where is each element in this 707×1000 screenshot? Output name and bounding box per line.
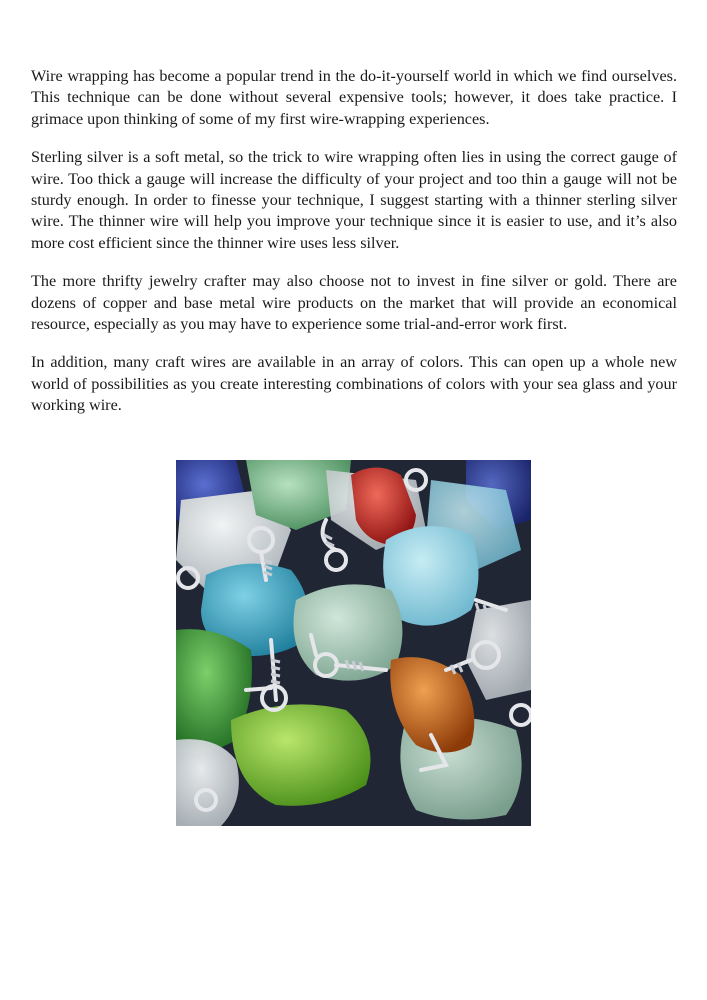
paragraph-thrifty-crafter: The more thrifty jewelry crafter may also choose not to invest in fine silver or gold. There are dozens of copper and base metal wire products on the market that will provide an economical resource, especially as you may have to experience some trial-and-error work first.	[31, 272, 677, 334]
paragraph-intro: Wire wrapping has become a popular trend in the do-it-yourself world in which we find ourselves. This technique can be done without several expensive tools; however, it does take practice. I grimace upon thinking of some of my first wire-wrapping experiences.	[31, 67, 677, 128]
paragraph-craft-wire-colors: In addition, many craft wires are available in an array of colors. This can open up a whole new world of possibilities as you create interesting combinations of colors with your sea glass and your working wire.	[31, 353, 677, 415]
sea-glass-photo	[176, 460, 531, 826]
article-body	[31, 66, 677, 434]
sea-glass-illustration	[176, 460, 531, 826]
paragraph-sterling-silver: Sterling silver is a soft metal, so the trick to wire wrapping often lies in using the correct gauge of wire. Too thick a gauge will increase the difficulty of your project and too thin a gauge will not be sturdy enough. In order to finesse your technique, I suggest starting with a thinner sterling silver wire. The thinner wire will help you improve your technique since it is easier to use, and it’s also more cost efficient since the thinner wire uses less silver.	[31, 148, 677, 252]
